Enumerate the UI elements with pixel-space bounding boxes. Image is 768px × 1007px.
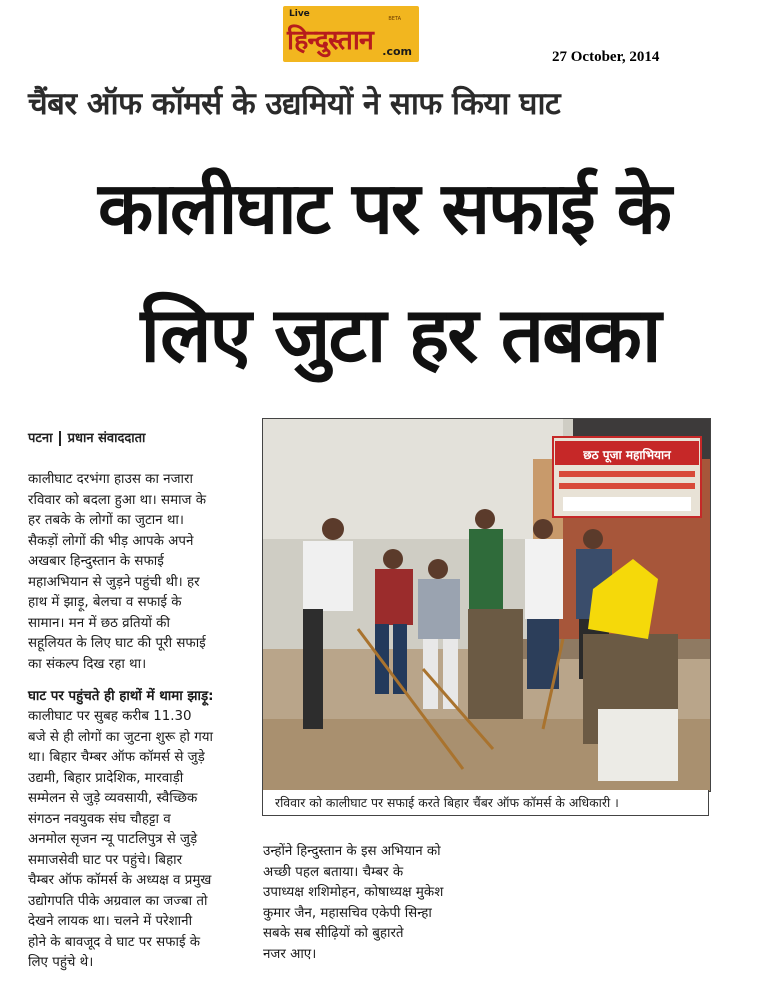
text-line: रविवार को बदला हुआ था। समाज के: [28, 492, 207, 508]
dustbin: [468, 609, 523, 719]
text-line: था। बिहार चैम्बर ऑफ कॉमर्स से जुड़े: [28, 750, 205, 765]
text-line: चैम्बर ऑफ कॉमर्स के अध्यक्ष व प्रमुख: [28, 873, 212, 888]
body-column-2: [263, 842, 475, 965]
text-line: बजे से ही लोगों का जुटना शुरू हो गया: [28, 729, 214, 745]
text-line: सबके सब सीढ़ियों को बुहारते: [263, 926, 404, 941]
sack: [598, 709, 678, 781]
byline: [28, 428, 145, 446]
photo-caption: रविवार को कालीघाट पर सफाई करते बिहार चैंबर ऑफ कॉमर्स के अधिकारी ।: [262, 790, 709, 816]
text-line: संगठन नवयुवक संघ चौहट्टा व: [28, 811, 171, 827]
newspaper-logo: [283, 6, 419, 62]
news-photo: [262, 418, 711, 792]
banner: [553, 437, 701, 517]
text-line: अनमोल सृजन न्यू पाटलिपुत्र से जुड़े: [28, 832, 198, 847]
text-line: सैकड़ों लोगों की भीड़ आपके अपने: [28, 533, 194, 549]
text-line: हाथ में झाड़ू, बेलचा व सफाई के: [28, 595, 182, 610]
text-line: उद्यमी, बिहार प्रादेशिक, मारवाड़ी: [28, 770, 184, 786]
text-line: उन्होंने हिन्दुस्तान के इस अभियान को: [263, 844, 441, 859]
text-line: हर तबके के लोगों का जुटान था।: [28, 513, 184, 528]
text-line: कालीघाट पर सुबह करीब 11.30: [28, 709, 192, 724]
logo-beta-text: BETA: [388, 16, 401, 22]
byline-divider: [59, 431, 61, 446]
text-line: उपाध्यक्ष शशिमोहन, कोषाध्यक्ष मुकेश: [263, 885, 444, 900]
text-line: उद्योगपति पीके अग्रवाल का जज्बा तो: [28, 893, 208, 909]
logo-live-text: Live: [289, 9, 310, 19]
headline-line-1: कालीघाट पर सफाई के: [98, 166, 670, 250]
text-line: समाजसेवी घाट पर पहुंचे। बिहार: [28, 852, 183, 868]
text-line: सम्मेलन से जुड़े व्यवसायी, स्वैच्छिक: [28, 791, 198, 806]
publication-date: 27 October, 2014: [552, 49, 660, 65]
headline-line-2: लिए जुटा हर तबका: [140, 290, 660, 379]
body-column-1-para-1: [28, 470, 260, 675]
photo-illustration: [263, 419, 710, 791]
text-line: देखने लायक था। चलने में परेशानी: [28, 914, 193, 929]
byline-place: पटना: [28, 431, 53, 446]
text-line: सामान। मन में छठ व्रतियों की: [28, 615, 170, 631]
text-line: महाअभियान से जुड़ने पहुंची थी। हर: [28, 574, 200, 590]
kicker-headline: चैंबर ऑफ कॉमर्स के उद्यमियों ने साफ किया घाट: [28, 86, 561, 122]
logo-name: हिन्दुस्तान: [287, 25, 373, 56]
text-line: कुमार जैन, महासचिव एकेपी सिन्हा: [263, 905, 432, 921]
logo-dotcom: .com: [382, 45, 412, 58]
text-line: सहूलियत के लिए घाट की पूरी सफाई: [28, 636, 206, 651]
text-line: कालीघाट दरभंगा हाउस का नजारा: [28, 472, 193, 487]
banner-text: छठ पूजा महाभियान: [583, 448, 671, 462]
text-line: होने के बावजूद वे घाट पर सफाई के: [28, 934, 201, 950]
body-column-1-para-2: [28, 707, 260, 974]
subheading: घाट पर पहुंचते ही हाथों में थामा झाड़ू:: [28, 689, 214, 704]
byline-author: प्रधान संवाददाता: [67, 431, 146, 446]
text-line: लिए पहुंचे थे।: [28, 955, 94, 970]
text-line: अखबार हिन्दुस्तान के सफाई: [28, 554, 164, 569]
text-line: नजर आए।: [263, 946, 317, 962]
text-line: अच्छी पहल बताया। चैम्बर के: [263, 864, 404, 880]
text-line: का संकल्प दिख रहा था।: [28, 656, 147, 672]
